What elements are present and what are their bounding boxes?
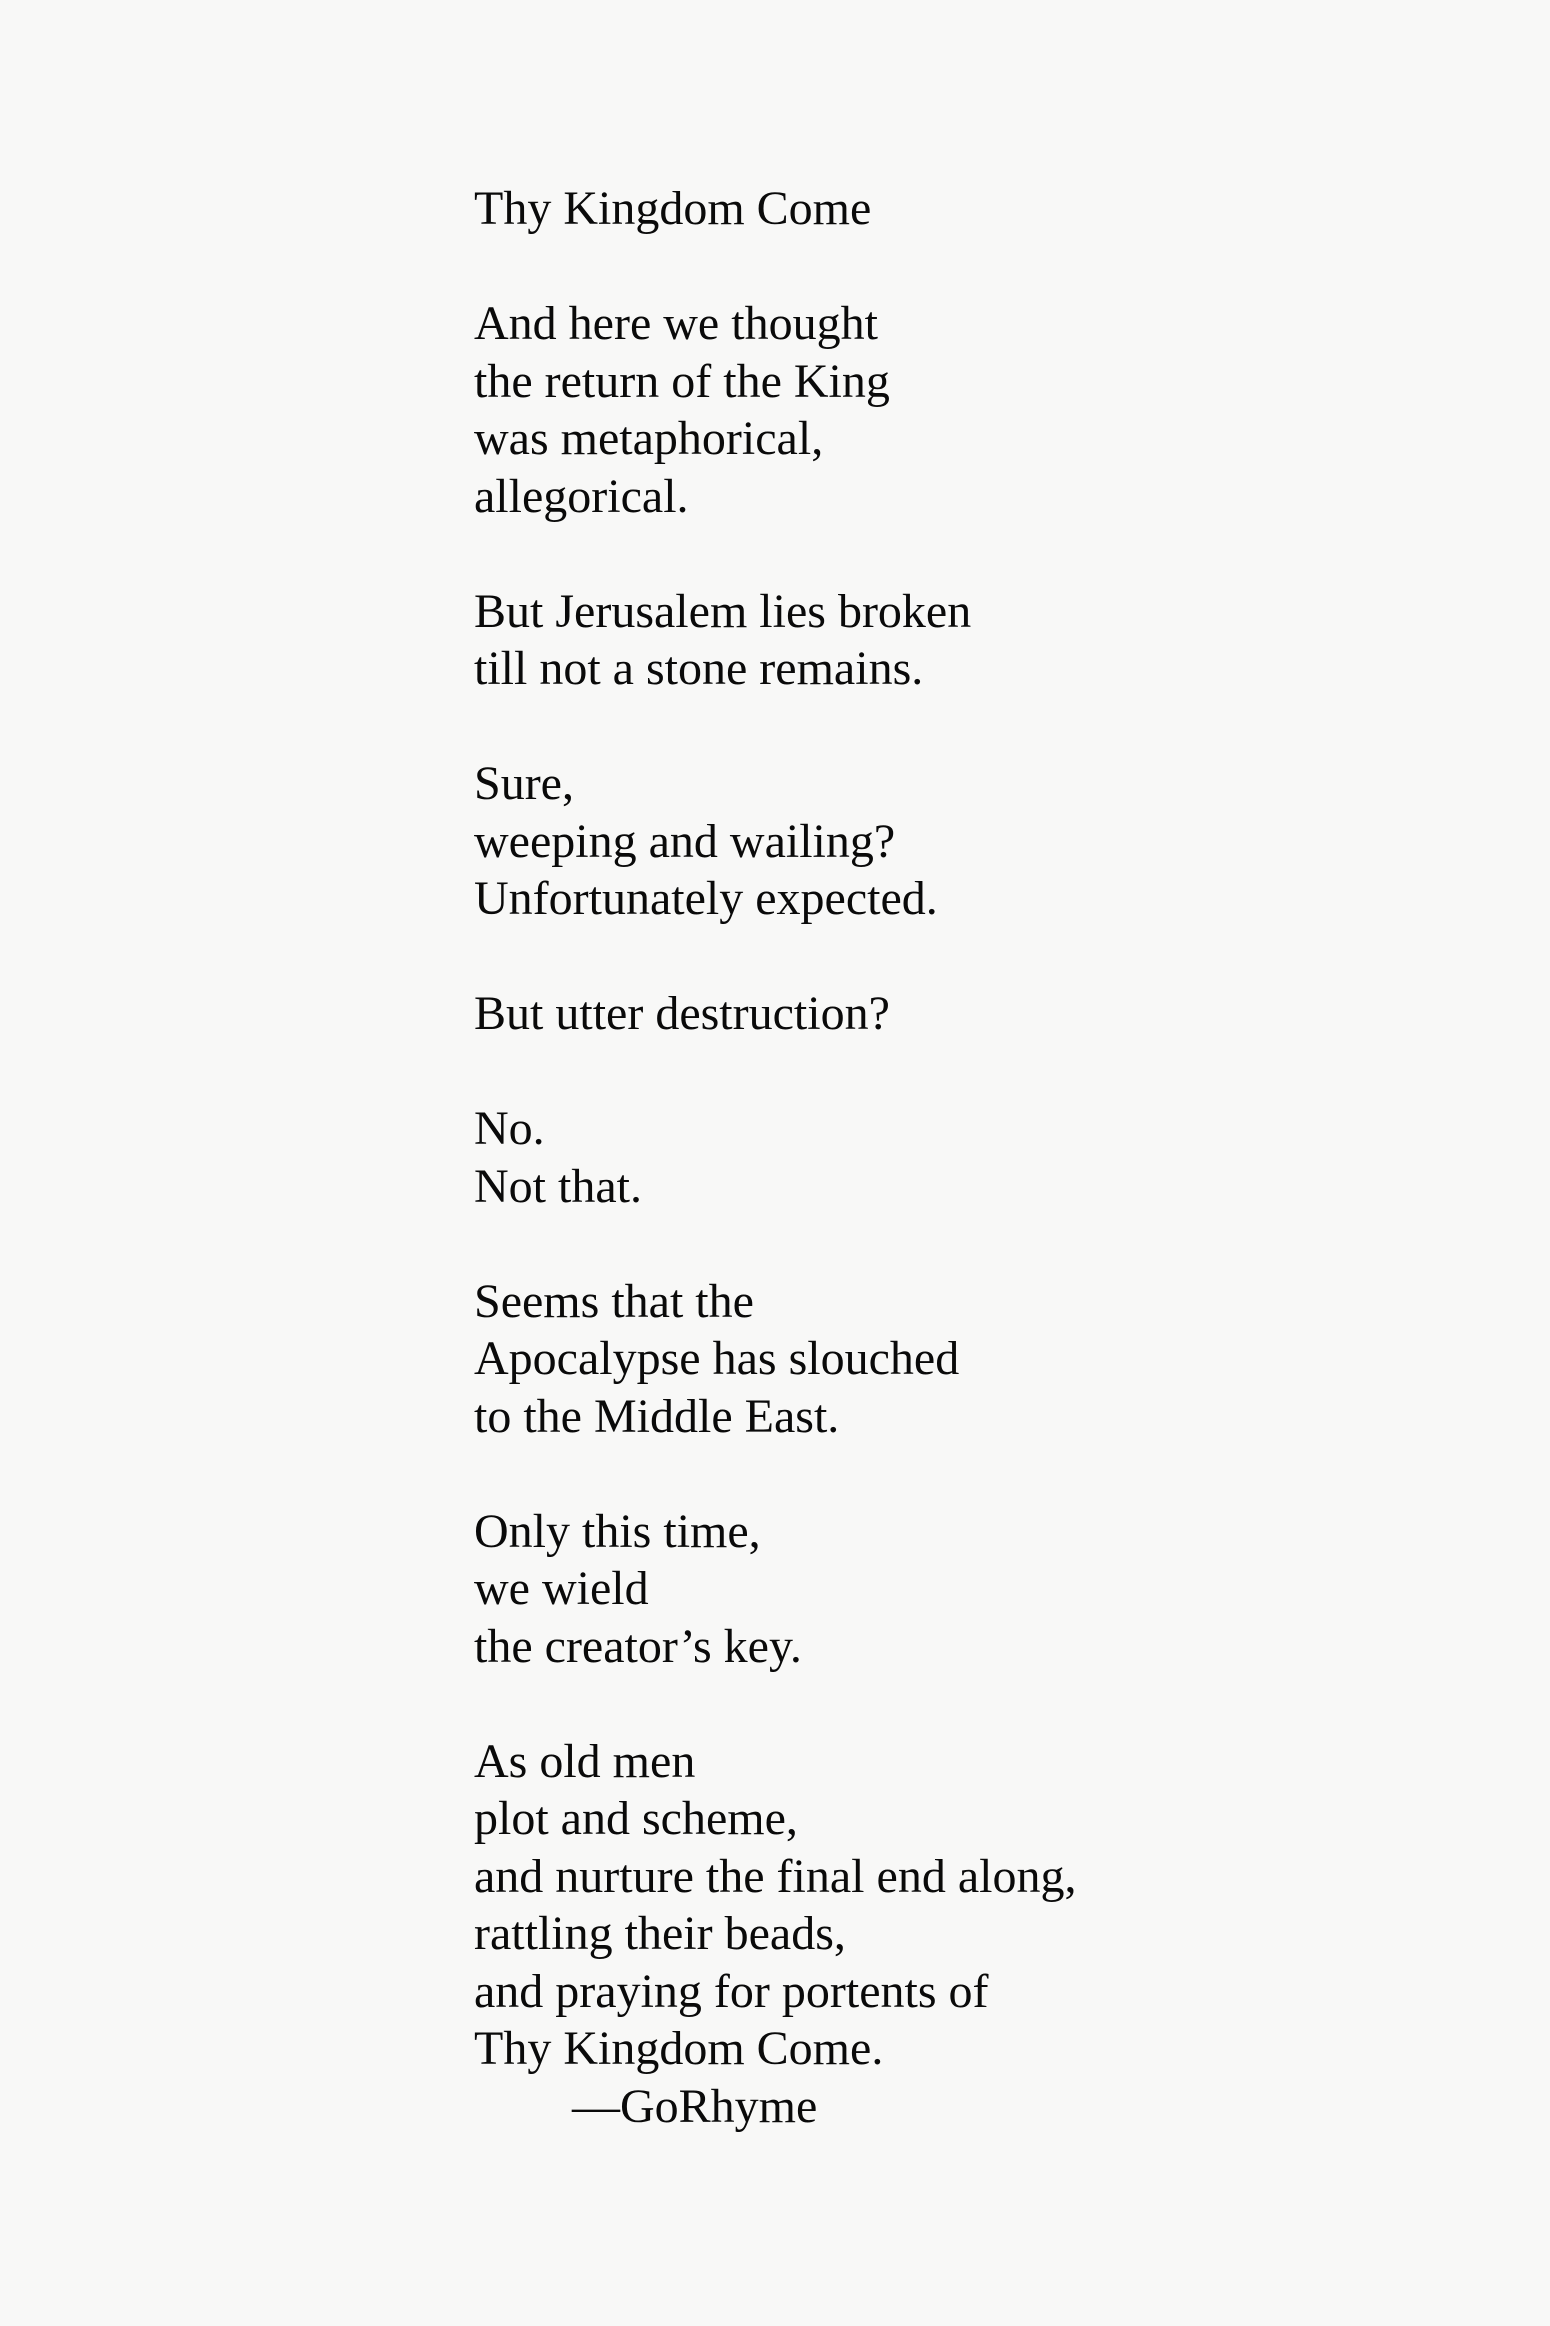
stanza-gap xyxy=(474,238,1474,296)
stanza-gap xyxy=(474,1675,1474,1733)
stanza-7 xyxy=(474,1503,1474,1676)
poem xyxy=(474,180,1474,2135)
poem-line: to the Middle East. xyxy=(474,1389,840,1443)
poem-line: But utter destruction? xyxy=(474,987,890,1040)
poem-line: Not that. xyxy=(474,1159,642,1213)
poem-line: As old men xyxy=(474,1734,696,1788)
stanza-5 xyxy=(474,1100,1474,1215)
poem-signature: —GoRhyme xyxy=(572,2079,818,2133)
poem-line: Seems that the xyxy=(474,1274,754,1328)
poem-line: till not a stone remains. xyxy=(474,642,924,695)
poem-line: But Jerusalem lies broken xyxy=(474,584,972,638)
poem-title: Thy Kingdom Come xyxy=(474,182,872,235)
poem-line: and nurture the final end along, xyxy=(474,1849,1077,1903)
stanza-gap xyxy=(474,1445,1474,1503)
poem-line: No. xyxy=(474,1102,545,1155)
poem-line: And here we thought xyxy=(474,297,878,350)
poem-line: Apocalypse has slouched xyxy=(474,1332,960,1385)
stanza-gap xyxy=(474,1043,1474,1101)
poem-line: was metaphorical, xyxy=(474,412,824,465)
poem-line: Thy Kingdom Come. xyxy=(474,2022,884,2075)
stanza-gap xyxy=(474,1215,1474,1273)
stanza-2 xyxy=(474,583,1474,698)
poem-line: Only this time, xyxy=(474,1504,761,1558)
poem-line: we wield xyxy=(474,1562,649,1615)
poem-line: Sure, xyxy=(474,757,574,810)
poem-line: plot and scheme, xyxy=(474,1792,798,1845)
stanza-gap xyxy=(474,525,1474,583)
stanza-6 xyxy=(474,1273,1474,1446)
poem-line: and praying for portents of xyxy=(474,1964,989,2018)
stanza-gap xyxy=(474,698,1474,756)
stanza-1 xyxy=(474,295,1474,525)
poem-line: Unfortunately expected. xyxy=(474,872,938,925)
poem-line: the creator’s key. xyxy=(474,1619,802,1673)
stanza-8 xyxy=(474,1733,1474,2078)
stanza-4 xyxy=(474,985,1474,1043)
poem-line: rattling their beads, xyxy=(474,1907,846,1960)
stanza-3 xyxy=(474,755,1474,928)
stanza-gap xyxy=(474,928,1474,986)
poem-line: weeping and wailing? xyxy=(474,814,896,868)
poem-line: allegorical. xyxy=(474,469,689,523)
poem-line: the return of the King xyxy=(474,354,890,408)
